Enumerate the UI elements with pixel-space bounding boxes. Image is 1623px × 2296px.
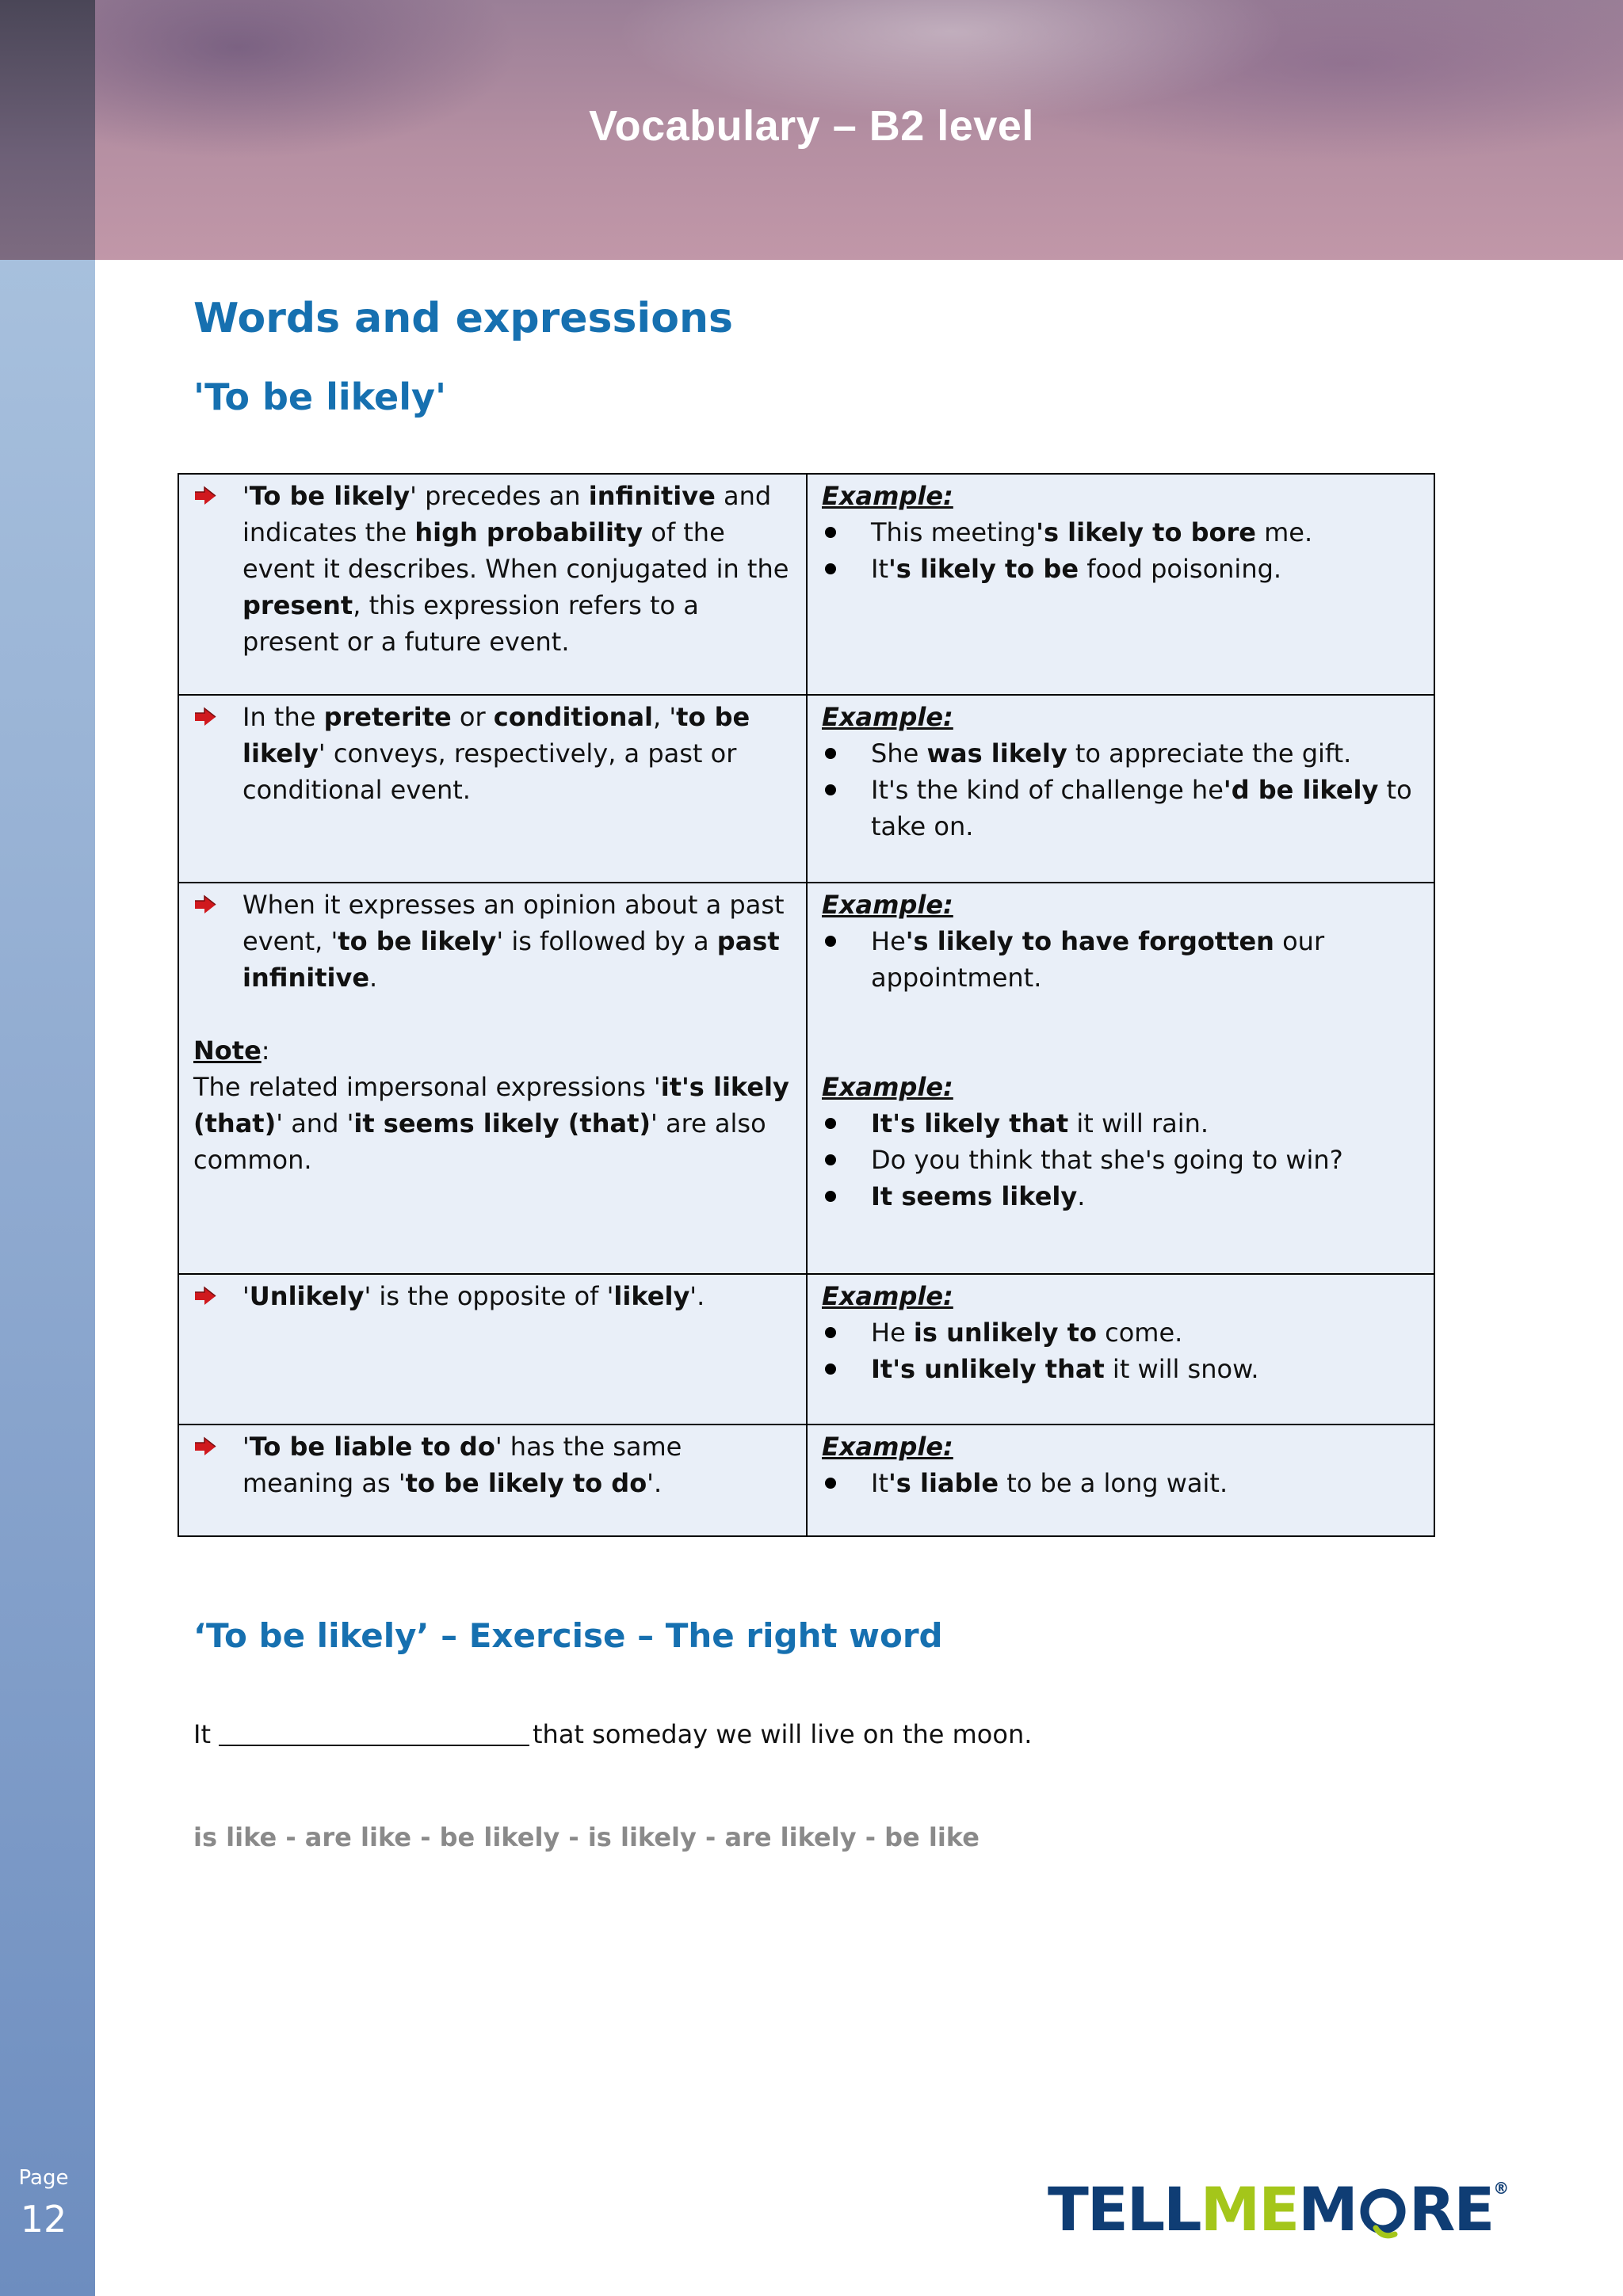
bullet-icon bbox=[822, 772, 871, 808]
example-item bbox=[822, 1142, 1421, 1178]
rule-cell bbox=[178, 695, 807, 883]
red-arrow-icon bbox=[193, 1428, 242, 1465]
example-item bbox=[822, 514, 1421, 551]
red-arrow-icon bbox=[193, 699, 242, 735]
left-sidebar bbox=[0, 260, 95, 2296]
page-header-title: Vocabulary – B2 level bbox=[589, 102, 1034, 150]
bullet-icon bbox=[822, 923, 871, 959]
example-list bbox=[822, 514, 1421, 587]
sentence-end: that someday we will live on the moon. bbox=[532, 1719, 1033, 1749]
bullet-icon bbox=[822, 735, 871, 772]
example-text: It seems likely. bbox=[871, 1181, 1086, 1211]
table-row bbox=[178, 474, 1434, 695]
page-number: 12 bbox=[20, 2198, 67, 2241]
rule-text: 'To be likely' precedes an infinitive and indicates the high probability of the event it describes. When conjugated in the present, this expression refers to a present or a future event. bbox=[242, 481, 789, 657]
example-item bbox=[822, 772, 1421, 845]
tellmemore-logo bbox=[1048, 2171, 1509, 2247]
example-text: It's the kind of challenge he'd be likely to take on. bbox=[871, 775, 1412, 841]
example-block bbox=[822, 1278, 1421, 1387]
rule-cell bbox=[178, 1425, 807, 1536]
note-block: Note: The related impersonal expressions 'it's likely (that)' and 'it seems likely (that)' are also common. bbox=[193, 1032, 793, 1178]
example-list bbox=[822, 735, 1421, 845]
bullet-icon bbox=[822, 1314, 871, 1351]
section-subtitle: 'To be likely' bbox=[193, 376, 447, 418]
example-block bbox=[822, 887, 1421, 996]
table-row bbox=[178, 883, 1434, 1274]
example-text: It's likely that it will rain. bbox=[871, 1108, 1209, 1138]
example-text: He's likely to have forgotten our appointment. bbox=[871, 926, 1325, 993]
example-text: It's liable to be a long wait. bbox=[871, 1468, 1228, 1498]
rule-cell bbox=[178, 474, 807, 695]
example-list bbox=[822, 1465, 1421, 1501]
example-item bbox=[822, 923, 1421, 996]
example-cell bbox=[807, 474, 1434, 695]
example-block bbox=[822, 478, 1421, 587]
bullet-icon bbox=[822, 551, 871, 587]
page-label: Page bbox=[18, 2166, 69, 2190]
example-list bbox=[822, 1105, 1421, 1215]
example-item bbox=[822, 1351, 1421, 1387]
example-label: Example: bbox=[822, 481, 953, 511]
example-text: It's unlikely that it will snow. bbox=[871, 1354, 1259, 1384]
example-label: Example: bbox=[822, 890, 953, 920]
rule-text: 'To be liable to do' has the same meaning as 'to be likely to do'. bbox=[242, 1432, 682, 1498]
exercise-title: ‘To be likely’ – Exercise – The right word bbox=[193, 1616, 943, 1655]
table-row bbox=[178, 1425, 1434, 1536]
section-title: Words and expressions bbox=[193, 295, 733, 342]
rule-text: In the preterite or conditional, 'to be likely' conveys, respectively, a past or conditional event. bbox=[242, 702, 750, 805]
example-block bbox=[822, 1428, 1421, 1501]
bullet-icon bbox=[822, 1351, 871, 1387]
bullet-icon bbox=[822, 1178, 871, 1215]
example-cell bbox=[807, 883, 1434, 1274]
example-item bbox=[822, 1314, 1421, 1351]
grammar-table bbox=[178, 473, 1435, 1537]
table-row bbox=[178, 1274, 1434, 1425]
sentence-start: It bbox=[193, 1719, 211, 1749]
example-item bbox=[822, 1105, 1421, 1142]
rule-text: When it expresses an opinion about a past event, 'to be likely' is followed by a past infinitive. bbox=[242, 890, 785, 993]
example-block-2 bbox=[822, 1069, 1421, 1215]
rule-cell bbox=[178, 883, 807, 1274]
example-block bbox=[822, 699, 1421, 845]
example-text: This meeting's likely to bore me. bbox=[871, 517, 1313, 547]
example-text: It's likely to be food poisoning. bbox=[871, 554, 1282, 584]
example-item bbox=[822, 551, 1421, 587]
bullet-icon bbox=[822, 1465, 871, 1501]
note-text: The related impersonal expressions 'it's likely (that)' and 'it seems likely (that)' are also common. bbox=[193, 1072, 789, 1175]
example-list bbox=[822, 923, 1421, 996]
example-item bbox=[822, 1465, 1421, 1501]
red-arrow-icon bbox=[193, 887, 242, 923]
table-row bbox=[178, 695, 1434, 883]
header-banner bbox=[0, 0, 1623, 260]
example-text: Do you think that she's going to win? bbox=[871, 1145, 1343, 1175]
rule-cell bbox=[178, 1274, 807, 1425]
answer-blank[interactable] bbox=[219, 1716, 529, 1746]
example-cell bbox=[807, 695, 1434, 883]
logo-o-icon bbox=[1358, 2183, 1407, 2235]
logo-part-me: ME bbox=[1200, 2173, 1299, 2245]
example-label: Example: bbox=[822, 1072, 953, 1102]
example-item bbox=[822, 1178, 1421, 1215]
bullet-icon bbox=[822, 1142, 871, 1178]
logo-part-tell: TELL bbox=[1048, 2173, 1201, 2245]
logo-part-re: RE bbox=[1408, 2173, 1494, 2245]
rule-text: 'Unlikely' is the opposite of 'likely'. bbox=[242, 1281, 705, 1311]
red-arrow-icon bbox=[193, 1278, 242, 1314]
example-item bbox=[822, 735, 1421, 772]
example-label: Example: bbox=[822, 1432, 953, 1462]
example-text: He is unlikely to come. bbox=[871, 1318, 1183, 1348]
example-label: Example: bbox=[822, 1281, 953, 1311]
logo-part-m: M bbox=[1298, 2173, 1357, 2245]
bullet-icon bbox=[822, 1105, 871, 1142]
example-cell bbox=[807, 1274, 1434, 1425]
answer-options: is like - are like - be likely - is likely - are likely - be like bbox=[193, 1822, 980, 1852]
example-cell bbox=[807, 1425, 1434, 1536]
example-label: Example: bbox=[822, 702, 953, 732]
bullet-icon bbox=[822, 514, 871, 551]
logo-registered-mark: ® bbox=[1493, 2179, 1510, 2198]
red-arrow-icon bbox=[193, 478, 242, 514]
example-text: She was likely to appreciate the gift. bbox=[871, 738, 1352, 769]
exercise-sentence bbox=[193, 1716, 1032, 1749]
example-list bbox=[822, 1314, 1421, 1387]
